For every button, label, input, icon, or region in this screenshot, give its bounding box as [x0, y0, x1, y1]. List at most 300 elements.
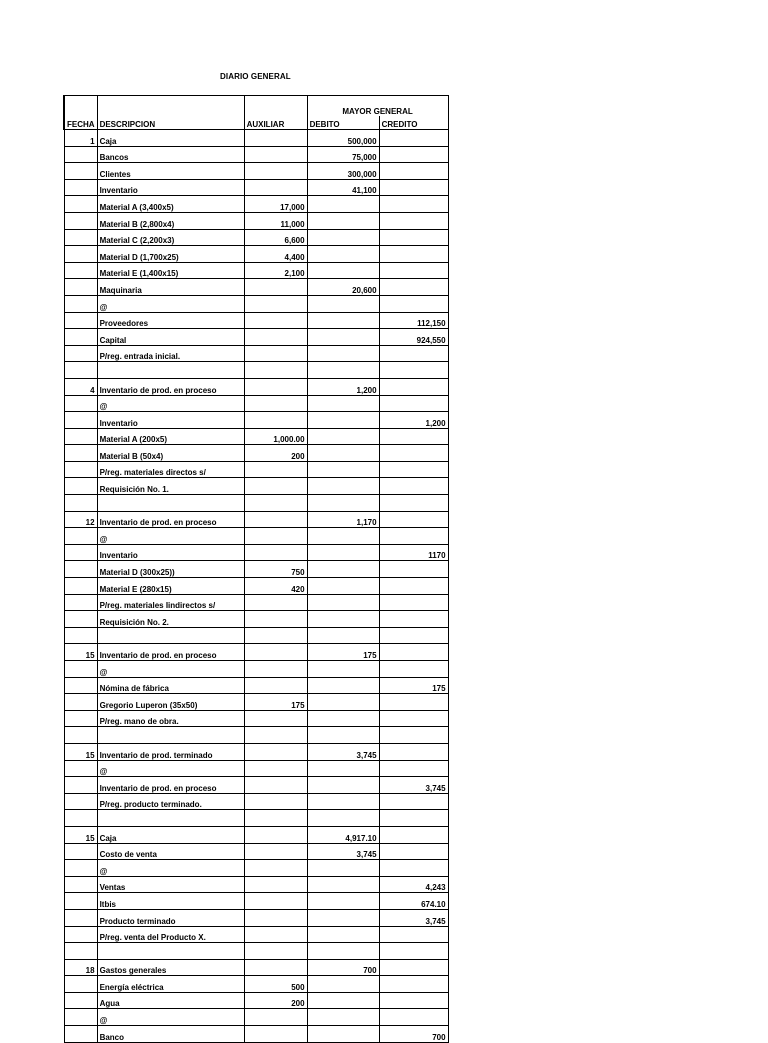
debito-cell	[307, 1009, 379, 1026]
fecha-cell	[64, 229, 97, 246]
debito-cell	[307, 329, 379, 346]
debito-cell	[307, 627, 379, 644]
auxiliar-cell	[244, 478, 307, 495]
fecha-cell	[64, 710, 97, 727]
auxiliar-cell	[244, 163, 307, 180]
debito-cell	[307, 229, 379, 246]
credito-cell	[379, 793, 448, 810]
descripcion-cell: Material B (2,800x4)	[97, 212, 244, 229]
credito-cell: 1,200	[379, 412, 448, 429]
auxiliar-cell	[244, 345, 307, 362]
table-row	[64, 212, 448, 229]
credito-cell	[379, 1009, 448, 1026]
fecha-cell	[64, 478, 97, 495]
descripcion-cell: Requisición No. 2.	[97, 611, 244, 628]
descripcion-cell: Inventario de prod. terminado	[97, 743, 244, 760]
descripcion-cell	[97, 495, 244, 512]
fecha-cell	[64, 893, 97, 910]
auxiliar-cell	[244, 179, 307, 196]
fecha-cell	[64, 611, 97, 628]
descripcion-cell: @	[97, 395, 244, 412]
fecha-cell	[64, 395, 97, 412]
descripcion-cell	[97, 810, 244, 827]
credito-cell	[379, 727, 448, 744]
fecha-cell: 15	[64, 826, 97, 843]
table-row	[64, 777, 448, 794]
credito-cell	[379, 860, 448, 877]
table-row	[64, 461, 448, 478]
credito-cell: 112,150	[379, 312, 448, 329]
descripcion-cell: @	[97, 760, 244, 777]
debito-cell	[307, 544, 379, 561]
debito-cell	[307, 528, 379, 545]
table-row	[64, 279, 448, 296]
auxiliar-cell	[244, 793, 307, 810]
table-row	[64, 295, 448, 312]
table-row	[64, 627, 448, 644]
debito-cell	[307, 909, 379, 926]
credito-cell	[379, 826, 448, 843]
descripcion-cell: Material D (1,700x25)	[97, 246, 244, 263]
credito-cell	[379, 644, 448, 661]
fecha-cell	[64, 860, 97, 877]
fecha-cell	[64, 727, 97, 744]
fecha-cell	[64, 876, 97, 893]
auxiliar-cell	[244, 727, 307, 744]
credito-cell	[379, 196, 448, 213]
fecha-cell	[64, 661, 97, 678]
table-row	[64, 528, 448, 545]
credito-cell	[379, 428, 448, 445]
auxiliar-cell	[244, 777, 307, 794]
credito-cell	[379, 528, 448, 545]
descripcion-cell: Inventario de prod. en proceso	[97, 644, 244, 661]
table-row	[64, 694, 448, 711]
descripcion-cell: Nómina de fábrica	[97, 677, 244, 694]
auxiliar-cell: 17,000	[244, 196, 307, 213]
table-row	[64, 826, 448, 843]
debito-cell	[307, 611, 379, 628]
auxiliar-cell	[244, 312, 307, 329]
descripcion-cell: Inventario de prod. en proceso	[97, 378, 244, 395]
debito-cell	[307, 760, 379, 777]
descripcion-cell: Caja	[97, 130, 244, 147]
auxiliar-cell	[244, 528, 307, 545]
auxiliar-cell	[244, 710, 307, 727]
auxiliar-cell	[244, 362, 307, 379]
fecha-cell	[64, 943, 97, 960]
debito-cell	[307, 694, 379, 711]
table-row	[64, 495, 448, 512]
table-row	[64, 312, 448, 329]
descripcion-cell: Inventario	[97, 412, 244, 429]
auxiliar-cell	[244, 661, 307, 678]
auxiliar-cell	[244, 677, 307, 694]
auxiliar-cell	[244, 876, 307, 893]
descripcion-cell: Material C (2,200x3)	[97, 229, 244, 246]
auxiliar-cell	[244, 959, 307, 976]
debito-cell	[307, 312, 379, 329]
auxiliar-cell	[244, 627, 307, 644]
descripcion-cell: Material A (3,400x5)	[97, 196, 244, 213]
credito-cell	[379, 627, 448, 644]
descripcion-cell: Banco	[97, 1026, 244, 1043]
credito-cell	[379, 395, 448, 412]
debito-cell	[307, 362, 379, 379]
table-row	[64, 909, 448, 926]
credito-cell: 674.10	[379, 893, 448, 910]
fecha-cell	[64, 909, 97, 926]
table-row	[64, 1026, 448, 1043]
debito-cell	[307, 992, 379, 1009]
descripcion-cell: Proveedores	[97, 312, 244, 329]
descripcion-cell: P/reg. mano de obra.	[97, 710, 244, 727]
credito-cell	[379, 511, 448, 528]
descripcion-cell: Material E (1,400x15)	[97, 262, 244, 279]
descripcion-cell: Inventario de prod. en proceso	[97, 777, 244, 794]
table-row	[64, 743, 448, 760]
credito-cell: 4,243	[379, 876, 448, 893]
auxiliar-cell	[244, 544, 307, 561]
table-row	[64, 727, 448, 744]
credito-cell: 700	[379, 1026, 448, 1043]
descripcion-cell: Clientes	[97, 163, 244, 180]
auxiliar-cell: 750	[244, 561, 307, 578]
debito-cell	[307, 876, 379, 893]
auxiliar-cell	[244, 146, 307, 163]
table-row	[64, 445, 448, 462]
auxiliar-cell: 200	[244, 445, 307, 462]
debito-cell	[307, 594, 379, 611]
table-row	[64, 229, 448, 246]
descripcion-cell: @	[97, 661, 244, 678]
debito-cell	[307, 262, 379, 279]
debito-cell	[307, 395, 379, 412]
credito-cell	[379, 212, 448, 229]
debito-cell	[307, 428, 379, 445]
descripcion-cell: @	[97, 528, 244, 545]
credito-cell	[379, 163, 448, 180]
fecha-cell	[64, 627, 97, 644]
fecha-cell	[64, 578, 97, 595]
debito-cell	[307, 943, 379, 960]
credito-cell	[379, 578, 448, 595]
auxiliar-cell	[244, 843, 307, 860]
auxiliar-cell	[244, 412, 307, 429]
auxiliar-cell	[244, 760, 307, 777]
debito-cell: 500,000	[307, 130, 379, 147]
mayor-general-header: MAYOR GENERAL	[307, 96, 448, 117]
debito-cell: 3,745	[307, 843, 379, 860]
table-row	[64, 843, 448, 860]
auxiliar-cell	[244, 1009, 307, 1026]
auxiliar-cell	[244, 395, 307, 412]
fecha-cell	[64, 777, 97, 794]
table-row	[64, 876, 448, 893]
debito-cell: 4,917.10	[307, 826, 379, 843]
auxiliar-cell	[244, 644, 307, 661]
fecha-cell: 1	[64, 130, 97, 147]
fecha-cell: 15	[64, 644, 97, 661]
descripcion-cell: P/reg. materiales directos s/	[97, 461, 244, 478]
fecha-cell	[64, 262, 97, 279]
table-row	[64, 511, 448, 528]
table-row	[64, 810, 448, 827]
fecha-cell	[64, 544, 97, 561]
debito-cell	[307, 412, 379, 429]
debito-cell	[307, 461, 379, 478]
credito-cell	[379, 710, 448, 727]
credito-cell	[379, 926, 448, 943]
fecha-cell	[64, 196, 97, 213]
descripcion-cell: Agua	[97, 992, 244, 1009]
descripcion-cell: Inventario de prod. en proceso	[97, 511, 244, 528]
table-row	[64, 992, 448, 1009]
credito-cell	[379, 743, 448, 760]
credito-cell	[379, 146, 448, 163]
table-row	[64, 976, 448, 993]
auxiliar-cell	[244, 909, 307, 926]
credito-cell	[379, 279, 448, 296]
auxiliar-cell	[244, 511, 307, 528]
fecha-cell	[64, 461, 97, 478]
debito-cell	[307, 810, 379, 827]
debito-cell	[307, 926, 379, 943]
debito-cell	[307, 212, 379, 229]
descripcion-cell: Maquinaria	[97, 279, 244, 296]
descripcion-cell: Gregorio Luperon (35x50)	[97, 694, 244, 711]
credito-cell	[379, 959, 448, 976]
auxiliar-cell	[244, 378, 307, 395]
fecha-header: FECHA	[64, 116, 97, 130]
header-row-top	[64, 96, 448, 117]
auxiliar-cell	[244, 943, 307, 960]
descripcion-cell: Energía eléctrica	[97, 976, 244, 993]
credito-cell	[379, 661, 448, 678]
credito-cell	[379, 461, 448, 478]
debito-cell: 3,745	[307, 743, 379, 760]
auxiliar-cell	[244, 611, 307, 628]
descripcion-cell: Costo de venta	[97, 843, 244, 860]
table-row	[64, 710, 448, 727]
descripcion-cell	[97, 943, 244, 960]
debito-cell	[307, 561, 379, 578]
credito-cell	[379, 561, 448, 578]
credito-cell: 175	[379, 677, 448, 694]
debito-cell	[307, 727, 379, 744]
debito-cell	[307, 445, 379, 462]
debito-cell	[307, 976, 379, 993]
credito-cell	[379, 295, 448, 312]
table-row	[64, 860, 448, 877]
fecha-cell	[64, 810, 97, 827]
descripcion-cell: @	[97, 295, 244, 312]
descripcion-cell: Bancos	[97, 146, 244, 163]
fecha-cell	[64, 793, 97, 810]
table-row	[64, 926, 448, 943]
fecha-cell: 15	[64, 743, 97, 760]
descripcion-cell	[97, 627, 244, 644]
credito-header: CREDITO	[379, 116, 448, 130]
table-row	[64, 146, 448, 163]
fecha-cell	[64, 279, 97, 296]
debito-cell	[307, 478, 379, 495]
descripcion-cell: Itbis	[97, 893, 244, 910]
fecha-cell	[64, 312, 97, 329]
auxiliar-header: AUXILIAR	[244, 116, 307, 130]
auxiliar-cell	[244, 295, 307, 312]
credito-cell	[379, 810, 448, 827]
fecha-cell	[64, 445, 97, 462]
auxiliar-cell	[244, 1026, 307, 1043]
descripcion-header: DESCRIPCION	[97, 116, 244, 130]
credito-cell	[379, 992, 448, 1009]
table-row	[64, 345, 448, 362]
debito-cell	[307, 578, 379, 595]
credito-cell	[379, 378, 448, 395]
fecha-cell: 12	[64, 511, 97, 528]
credito-cell	[379, 246, 448, 263]
table-row	[64, 959, 448, 976]
auxiliar-cell	[244, 743, 307, 760]
descripcion-cell: @	[97, 1009, 244, 1026]
table-row	[64, 378, 448, 395]
auxiliar-cell	[244, 461, 307, 478]
credito-cell	[379, 445, 448, 462]
descripcion-cell: Material A (200x5)	[97, 428, 244, 445]
journal-table	[63, 95, 449, 1043]
auxiliar-cell	[244, 926, 307, 943]
fecha-cell	[64, 295, 97, 312]
debito-header: DEBITO	[307, 116, 379, 130]
fecha-cell: 4	[64, 378, 97, 395]
descripcion-cell: Inventario	[97, 544, 244, 561]
auxiliar-cell: 200	[244, 992, 307, 1009]
table-row	[64, 677, 448, 694]
table-row	[64, 611, 448, 628]
table-row	[64, 196, 448, 213]
descripcion-cell: Gastos generales	[97, 959, 244, 976]
auxiliar-cell: 11,000	[244, 212, 307, 229]
credito-cell	[379, 495, 448, 512]
fecha-cell	[64, 146, 97, 163]
auxiliar-cell: 500	[244, 976, 307, 993]
fecha-cell	[64, 246, 97, 263]
table-row	[64, 428, 448, 445]
auxiliar-cell	[244, 495, 307, 512]
descripcion-cell: Inventario	[97, 179, 244, 196]
debito-cell	[307, 196, 379, 213]
debito-cell: 1,170	[307, 511, 379, 528]
credito-cell	[379, 262, 448, 279]
document-title: DIARIO GENERAL	[220, 72, 291, 81]
descripcion-cell: Caja	[97, 826, 244, 843]
table-row	[64, 594, 448, 611]
auxiliar-cell	[244, 130, 307, 147]
credito-cell	[379, 130, 448, 147]
table-row	[64, 661, 448, 678]
credito-cell	[379, 976, 448, 993]
debito-cell: 700	[307, 959, 379, 976]
debito-cell: 41,100	[307, 179, 379, 196]
fecha-cell	[64, 412, 97, 429]
table-row	[64, 262, 448, 279]
debito-cell: 175	[307, 644, 379, 661]
credito-cell: 3,745	[379, 777, 448, 794]
auxiliar-cell: 420	[244, 578, 307, 595]
credito-cell	[379, 843, 448, 860]
auxiliar-cell	[244, 826, 307, 843]
fecha-cell	[64, 528, 97, 545]
descripcion-cell: Capital	[97, 329, 244, 346]
descripcion-cell: Ventas	[97, 876, 244, 893]
fecha-cell	[64, 345, 97, 362]
auxiliar-cell	[244, 893, 307, 910]
credito-cell	[379, 611, 448, 628]
table-row	[64, 412, 448, 429]
debito-cell: 300,000	[307, 163, 379, 180]
auxiliar-cell	[244, 329, 307, 346]
descripcion-cell: P/reg. materiales Iindirectos s/	[97, 594, 244, 611]
credito-cell	[379, 943, 448, 960]
credito-cell	[379, 478, 448, 495]
table-row	[64, 578, 448, 595]
table-row	[64, 644, 448, 661]
credito-cell	[379, 694, 448, 711]
auxiliar-cell: 4,400	[244, 246, 307, 263]
debito-cell	[307, 710, 379, 727]
credito-cell	[379, 229, 448, 246]
debito-cell	[307, 295, 379, 312]
table-row	[64, 179, 448, 196]
table-row	[64, 163, 448, 180]
fecha-cell	[64, 992, 97, 1009]
fecha-cell	[64, 1009, 97, 1026]
debito-cell	[307, 893, 379, 910]
table-row	[64, 793, 448, 810]
debito-cell	[307, 1026, 379, 1043]
fecha-cell	[64, 179, 97, 196]
table-row	[64, 544, 448, 561]
auxiliar-cell	[244, 594, 307, 611]
credito-cell	[379, 594, 448, 611]
fecha-cell	[64, 495, 97, 512]
fecha-cell	[64, 594, 97, 611]
debito-cell	[307, 777, 379, 794]
table-row	[64, 893, 448, 910]
fecha-cell	[64, 976, 97, 993]
auxiliar-cell: 2,100	[244, 262, 307, 279]
table-row	[64, 362, 448, 379]
auxiliar-cell	[244, 810, 307, 827]
fecha-cell	[64, 760, 97, 777]
table-row	[64, 943, 448, 960]
descripcion-cell: @	[97, 860, 244, 877]
descripcion-cell: Material D (300x25))	[97, 561, 244, 578]
descripcion-cell: Material E (280x15)	[97, 578, 244, 595]
auxiliar-cell	[244, 279, 307, 296]
table-row	[64, 246, 448, 263]
credito-cell	[379, 345, 448, 362]
fecha-cell	[64, 212, 97, 229]
debito-cell: 20,600	[307, 279, 379, 296]
debito-cell	[307, 793, 379, 810]
fecha-cell	[64, 362, 97, 379]
descripcion-cell: Requisición No. 1.	[97, 478, 244, 495]
table-row	[64, 478, 448, 495]
descripcion-cell: P/reg. venta del Producto X.	[97, 926, 244, 943]
table-row	[64, 329, 448, 346]
